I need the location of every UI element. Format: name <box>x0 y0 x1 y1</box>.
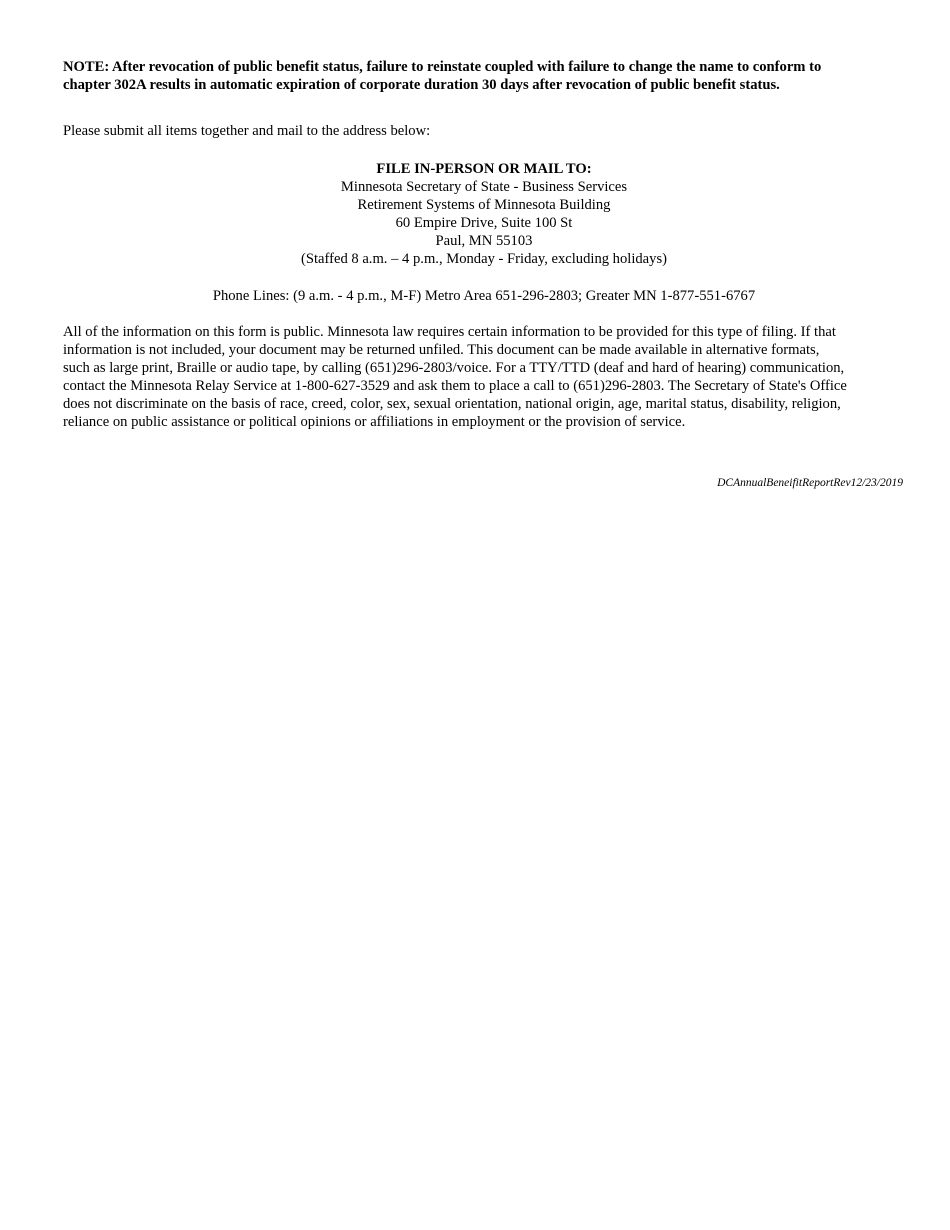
document-page <box>63 58 905 431</box>
address-line-2: Retirement Systems of Minnesota Building <box>357 197 611 213</box>
mailing-address-block <box>63 160 905 268</box>
address-line-4: Paul, MN 55103 <box>435 233 533 249</box>
form-revision-code: DCAnnualBeneifitReportRev12/23/2019 <box>717 477 903 489</box>
notice-line-1: All of the information on this form is public. Minnesota law requires certain information to be provided for this type of filing. If that <box>63 324 836 340</box>
submit-instruction: Please submit all items together and mail to the address below: <box>63 123 431 139</box>
office-hours: (Staffed 8 a.m. – 4 p.m., Monday - Friday, excluding holidays) <box>301 251 667 267</box>
notice-line-6: reliance on public assistance or political opinions or affiliations in employment or the provision of service. <box>63 414 686 430</box>
address-line-1: Minnesota Secretary of State - Business Services <box>340 179 628 195</box>
notice-line-2: information is not included, your document may be returned unfiled. This document can be made available in alternative formats, <box>63 342 820 358</box>
phone-lines: Phone Lines: (9 a.m. - 4 p.m., M-F) Metro Area 651-296-2803; Greater MN 1-877-551-6767 <box>212 288 756 304</box>
notice-line-4: contact the Minnesota Relay Service at 1-800-627-3529 and ask them to place a call to (651)296-2803. The Secretary of State's Office <box>63 378 847 394</box>
notice-line-5: does not discriminate on the basis of race, creed, color, sex, sexual orientation, national origin, age, marital status, disability, religion, <box>63 396 841 412</box>
notice-line-3: such as large print, Braille or audio tape, by calling (651)296-2803/voice. For a TTY/TTD (deaf and hard of hearing) communication, <box>63 360 845 376</box>
address-heading: FILE IN-PERSON OR MAIL TO: <box>376 161 592 177</box>
address-line-3: 60 Empire Drive, Suite 100 St <box>395 215 573 231</box>
public-information-notice <box>63 323 905 431</box>
note-line-2: chapter 302A results in automatic expiration of corporate duration 30 days after revocation of public benefit status. <box>63 77 780 93</box>
revocation-note <box>63 58 905 94</box>
note-line-1: NOTE: After revocation of public benefit status, failure to reinstate coupled with failure to change the name to conform to <box>63 59 822 75</box>
